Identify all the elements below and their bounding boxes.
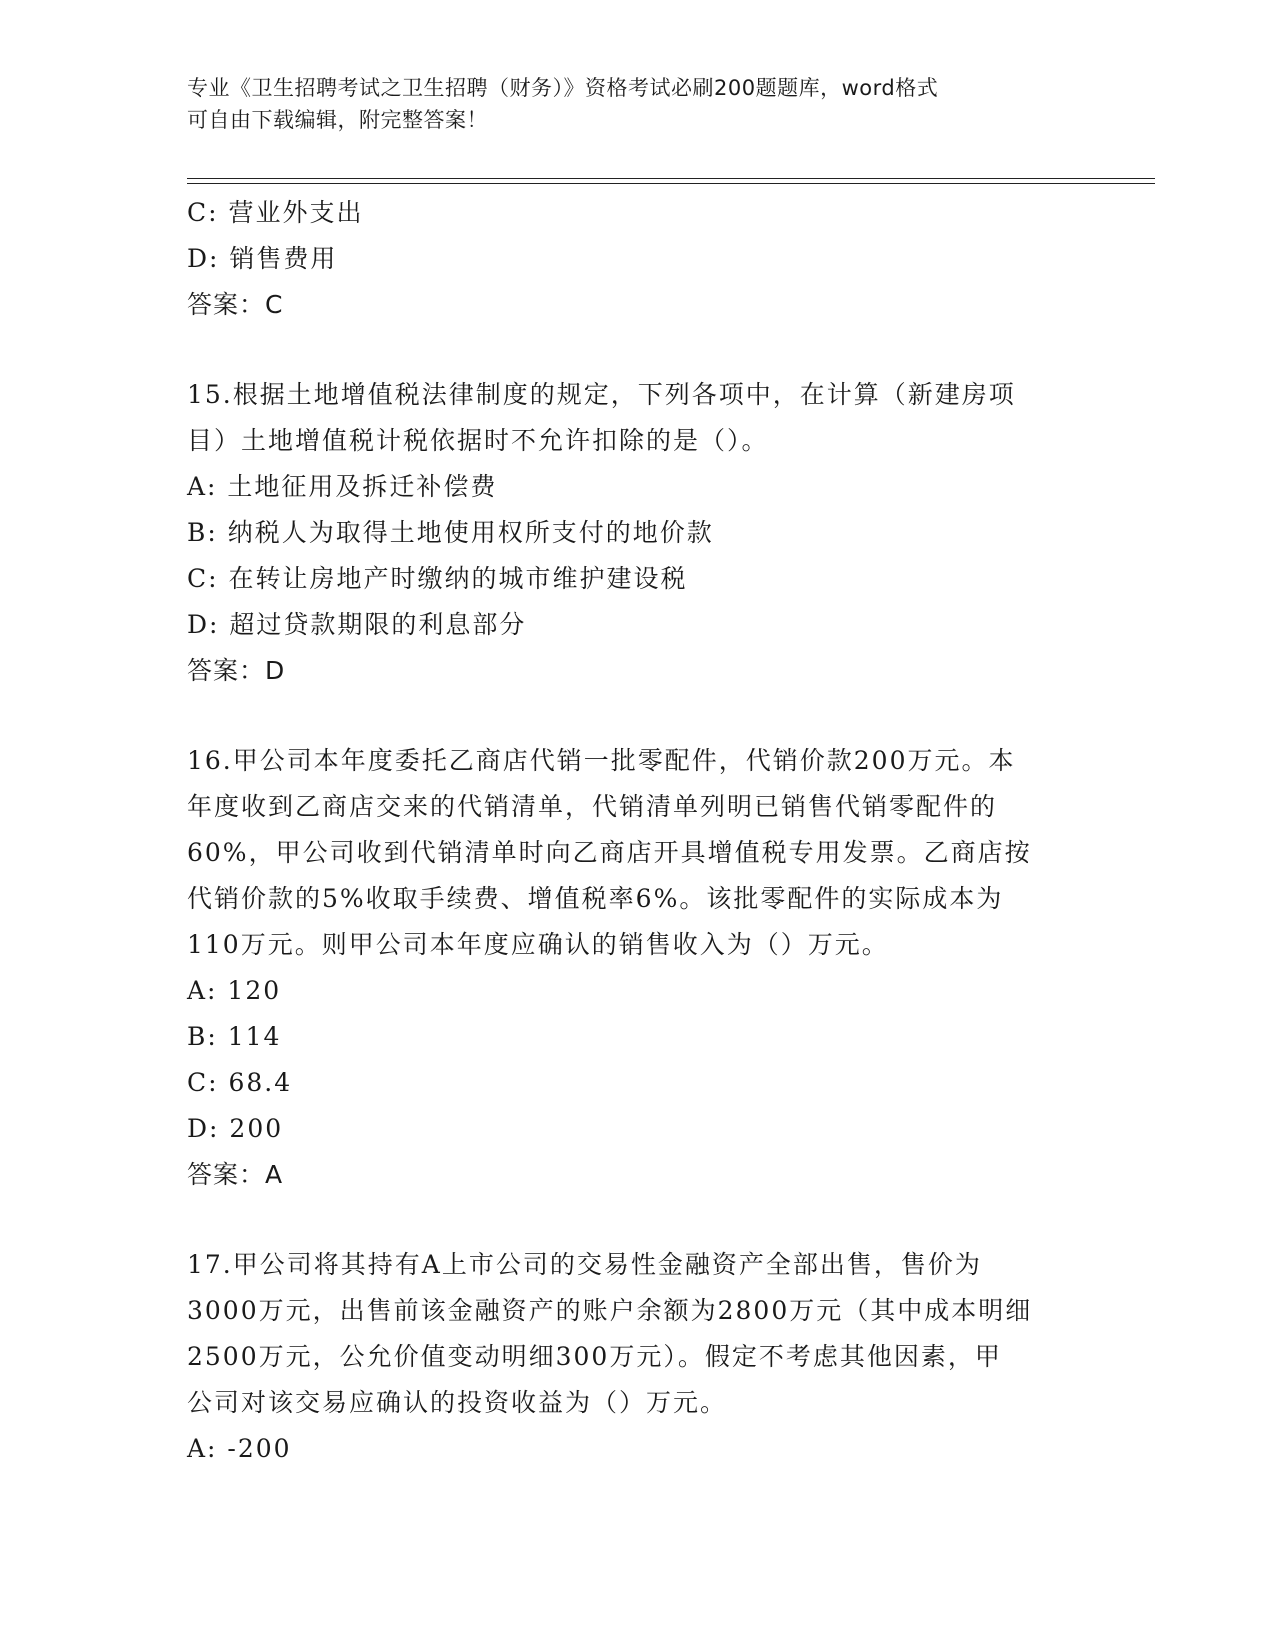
- header-line-2: 可自由下载编辑，附完整答案！: [187, 108, 488, 132]
- option-b: B: 114: [187, 1022, 282, 1051]
- header-line-1: 专业《卫生招聘考试之卫生招聘（财务）》资格考试必刷200题题库，word格式: [187, 76, 939, 100]
- question-16: [187, 738, 1087, 1198]
- page-header: [187, 72, 1087, 136]
- option-a: A: 120: [187, 976, 282, 1005]
- answer: 答案：C: [187, 290, 284, 319]
- question-text-line: 110万元。则甲公司本年度应确认的销售收入为（）万元。: [187, 930, 889, 959]
- option-d: D: 超过贷款期限的利息部分: [187, 610, 527, 639]
- header-divider: [187, 178, 1155, 184]
- question-17: [187, 1242, 1087, 1472]
- question-15: [187, 372, 1087, 694]
- question-text-line: 目）土地增值税计税依据时不允许扣除的是（）。: [187, 426, 769, 455]
- question-text-line: 公司对该交易应确认的投资收益为（）万元。: [187, 1388, 728, 1417]
- option-c: C: 在转让房地产时缴纳的城市维护建设税: [187, 564, 688, 593]
- question-text-line: 3000万元，出售前该金融资产的账户余额为2800万元（其中成本明细: [187, 1296, 1033, 1325]
- question-text-line: 15.根据土地增值税法律制度的规定，下列各项中，在计算（新建房项: [187, 380, 1016, 409]
- question-text-line: 60%，甲公司收到代销清单时向乙商店开具增值税专用发票。乙商店按: [187, 838, 1032, 867]
- question-content: [187, 190, 1087, 1472]
- option-c: C: 68.4: [187, 1068, 293, 1097]
- prev-question-block: [187, 190, 1087, 328]
- option-a: A: -200: [187, 1434, 292, 1463]
- option-a: A: 土地征用及拆迁补偿费: [187, 472, 498, 501]
- question-text-line: 年度收到乙商店交来的代销清单，代销清单列明已销售代销零配件的: [187, 792, 998, 821]
- answer: 答案：D: [187, 656, 286, 685]
- option-c: C: 营业外支出: [187, 198, 364, 227]
- option-d: D: 销售费用: [187, 244, 338, 273]
- question-text-line: 代销价款的5%收取手续费、增值税率6%。该批零配件的实际成本为: [187, 884, 1004, 913]
- question-text-line: 2500万元，公允价值变动明细300万元）。假定不考虑其他因素，甲: [187, 1342, 1002, 1371]
- question-text-line: 17.甲公司将其持有A上市公司的交易性金融资产全部出售，售价为: [187, 1250, 982, 1279]
- question-text-line: 16.甲公司本年度委托乙商店代销一批零配件，代销价款200万元。本: [187, 746, 1016, 775]
- option-b: B: 纳税人为取得土地使用权所支付的地价款: [187, 518, 714, 547]
- answer: 答案：A: [187, 1160, 284, 1189]
- option-d: D: 200: [187, 1114, 284, 1143]
